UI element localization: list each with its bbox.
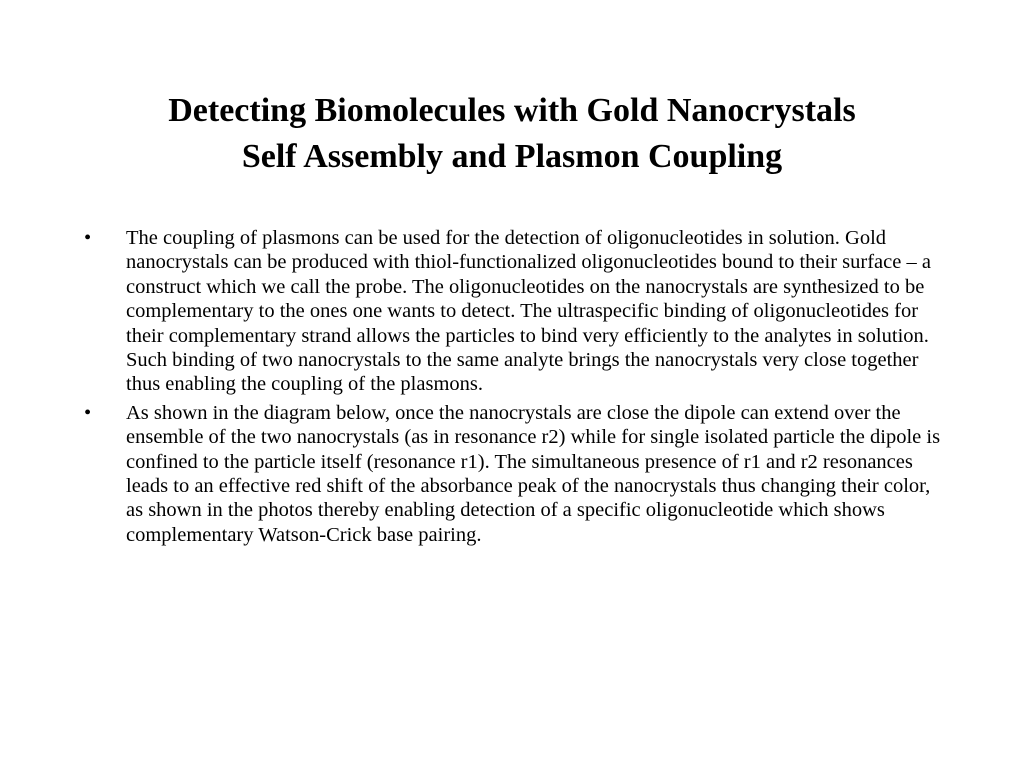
bullet-marker: • xyxy=(84,401,92,424)
bullet-list xyxy=(84,226,944,551)
bullet-item xyxy=(84,226,944,397)
slide-title-line: Self Assembly and Plasmon Coupling xyxy=(241,138,783,175)
bullet-marker: • xyxy=(84,227,92,249)
bullet-item xyxy=(84,401,944,547)
slide-title xyxy=(60,88,964,180)
bullet-text: As shown in the diagram below, once the nanocrystals are close the dipole can extend over the ensemble of the two nanocrystals (as in resonance r2) while for single isolated particle the dipole is confined to the particle itself (resonance r1). The simultaneous presence of r1 and r2 resonances leads to an effective red shift of the absorbance peak of the nanocrystals thus changing their color, as shown in the photos thereby enabling detection of a specific oligonucleotide which shows complementary Watson-Crick base pairing. xyxy=(126,401,941,546)
slide-title-line: Detecting Biomolecules with Gold Nanocrystals xyxy=(168,92,856,129)
bullet-text: The coupling of plasmons can be used for the detection of oligonucleotides in solution. Gold nanocrystals can be produced with thiol-functionalized oligonucleotides bound to their surface – a construct which we call the probe. The oligonucleotides on the nanocrystals are synthesized to be complementary to the ones one wants to detect. The ultraspecific binding of oligonucleotides for their complementary strand allows the particles to bind very efficiently to the analytes in solution. Such binding of two nanocrystals to the same analyte brings the nanocrystals very close together thus enabling the coupling of the plasmons. xyxy=(126,227,931,396)
